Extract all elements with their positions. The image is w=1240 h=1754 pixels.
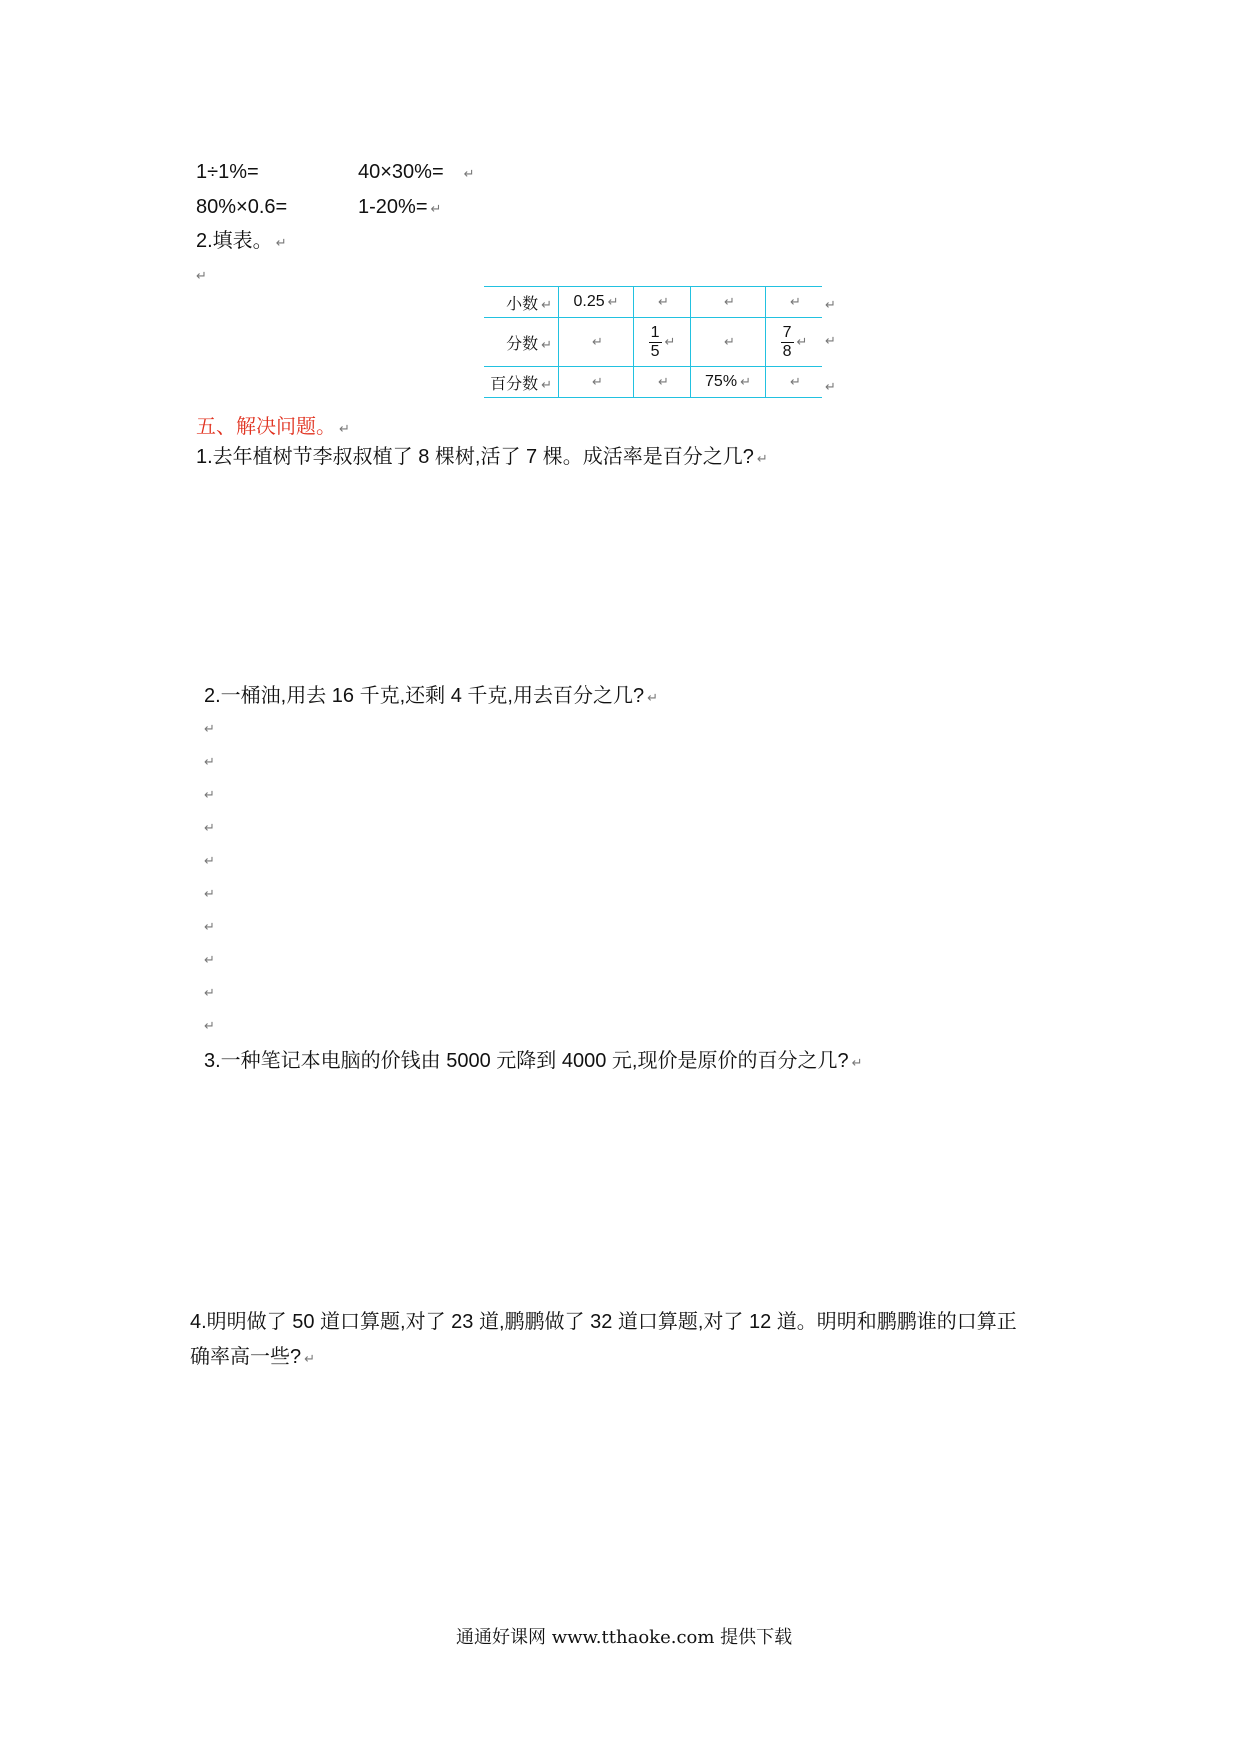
problem-4-line-2-text: 确率高一些? (190, 1346, 302, 1368)
paragraph-mark: ↵ (740, 374, 751, 389)
paragraph-mark: ↵ (541, 336, 552, 352)
calc-1-2-text: 40×30%= (358, 161, 444, 183)
cell-percent-1 (559, 367, 634, 398)
cell-decimal-2 (634, 287, 691, 318)
row-header-percent-text: 百分数 (490, 375, 539, 393)
row-header-decimal-text: 小数 (506, 295, 539, 313)
question-2-title (196, 229, 287, 255)
table-row-end-mark (822, 378, 836, 396)
paragraph-mark: ↵ (664, 334, 676, 350)
empty-line (204, 720, 215, 738)
problem-4-line-2 (190, 1345, 315, 1371)
empty-line (204, 885, 215, 903)
section-5-heading (196, 410, 350, 439)
table-row-end-mark (822, 332, 836, 350)
paragraph-mark: ↵ (724, 334, 735, 349)
paragraph-mark: ↵ (430, 201, 442, 216)
empty-line (204, 852, 215, 870)
calc-2-2 (358, 195, 441, 221)
cell-decimal-1 (559, 287, 634, 318)
paragraph-mark: ↵ (724, 294, 735, 309)
paragraph-mark: ↵ (463, 166, 475, 181)
fraction-denominator: 8 (782, 342, 792, 360)
problem-1-text: 1.去年植树节李叔叔植了 8 棵树,活了 7 棵。成活率是百分之几? (196, 446, 754, 468)
paragraph-mark: ↵ (607, 294, 619, 309)
paragraph-mark: ↵ (204, 919, 215, 934)
footer-credit: 通通好课网 www.tthaoke.com 提供下载 (456, 1627, 793, 1648)
fraction-one-fifth (649, 324, 662, 361)
paragraph-mark: ↵ (204, 754, 215, 769)
paragraph-mark: ↵ (339, 421, 350, 436)
paragraph-mark: ↵ (204, 820, 215, 835)
fill-in-table (484, 286, 822, 398)
cell-decimal-1-text: 0.25 (573, 293, 605, 310)
paragraph-mark: ↵ (304, 1351, 316, 1366)
paragraph-mark: ↵ (790, 374, 801, 389)
paragraph-mark: ↵ (658, 374, 669, 389)
paragraph-mark: ↵ (196, 268, 207, 283)
cell-percent-3-text: 75% (705, 373, 738, 390)
calc-1-2 (358, 160, 475, 186)
paragraph-mark: ↵ (275, 235, 287, 250)
fraction-numerator: 1 (650, 323, 660, 341)
paragraph-mark: ↵ (825, 297, 836, 312)
empty-line (204, 918, 215, 936)
question-2-title-text: 2.填表。 (196, 230, 273, 252)
empty-line (204, 819, 215, 837)
empty-line (204, 753, 215, 771)
paragraph-mark: ↵ (541, 376, 552, 392)
calc-1-1: 1÷1%= (196, 161, 259, 183)
empty-line (204, 951, 215, 969)
paragraph-mark: ↵ (204, 985, 215, 1000)
cell-fraction-2 (634, 318, 691, 367)
paragraph-mark: ↵ (592, 374, 603, 389)
row-header-fraction-text: 分数 (506, 335, 539, 353)
paragraph-mark: ↵ (658, 294, 669, 309)
empty-line (204, 1017, 215, 1035)
problem-2 (204, 684, 658, 710)
problem-3 (204, 1049, 862, 1075)
paragraph-mark: ↵ (541, 296, 552, 312)
fraction-numerator: 7 (782, 323, 792, 341)
paragraph-mark: ↵ (825, 379, 836, 394)
row-header-decimal (484, 287, 559, 318)
paragraph-mark: ↵ (790, 294, 801, 309)
paragraph-mark: ↵ (204, 1018, 215, 1033)
cell-fraction-4 (766, 318, 823, 367)
calc-2-1: 80%×0.6= (196, 196, 288, 218)
calc-2-2-text: 1-20%= (358, 196, 428, 218)
table-row-percent (484, 367, 822, 398)
cell-percent-2 (634, 367, 691, 398)
paragraph-mark: ↵ (204, 853, 215, 868)
paragraph-mark: ↵ (825, 333, 836, 348)
fraction-seven-eighths (781, 324, 794, 361)
cell-percent-3 (691, 367, 766, 398)
empty-line (204, 984, 215, 1002)
paragraph-mark: ↵ (647, 690, 658, 705)
paragraph-mark: ↵ (204, 787, 215, 802)
empty-line (196, 262, 207, 288)
paragraph-mark: ↵ (851, 1055, 863, 1070)
table-row-fraction (484, 318, 822, 367)
empty-line (204, 786, 215, 804)
paragraph-mark: ↵ (204, 886, 215, 901)
cell-fraction-1 (559, 318, 634, 367)
problem-4-line-1: 4.明明做了 50 道口算题,对了 23 道,鹏鹏做了 32 道口算题,对了 12 道。明明和鹏鹏谁的口算正 (190, 1311, 1017, 1333)
cell-percent-4 (766, 367, 823, 398)
paragraph-mark: ↵ (204, 721, 215, 736)
paragraph-mark: ↵ (756, 451, 768, 466)
cell-fraction-3 (691, 318, 766, 367)
section-5-heading-text: 五、解决问题。 (196, 416, 336, 438)
cell-decimal-3 (691, 287, 766, 318)
paragraph-mark: ↵ (796, 334, 808, 350)
problem-2-text: 2.一桶油,用去 16 千克,还剩 4 千克,用去百分之几? (204, 685, 645, 707)
table-row-end-mark (822, 296, 836, 314)
problem-1 (196, 445, 768, 471)
row-header-fraction (484, 318, 559, 367)
row-header-percent (484, 367, 559, 398)
cell-decimal-4 (766, 287, 823, 318)
fraction-denominator: 5 (650, 342, 660, 360)
paragraph-mark: ↵ (592, 334, 603, 349)
paragraph-mark: ↵ (204, 952, 215, 967)
problem-3-text: 3.一种笔记本电脑的价钱由 5000 元降到 4000 元,现价是原价的百分之几? (204, 1050, 849, 1072)
table-row-decimal (484, 287, 822, 318)
